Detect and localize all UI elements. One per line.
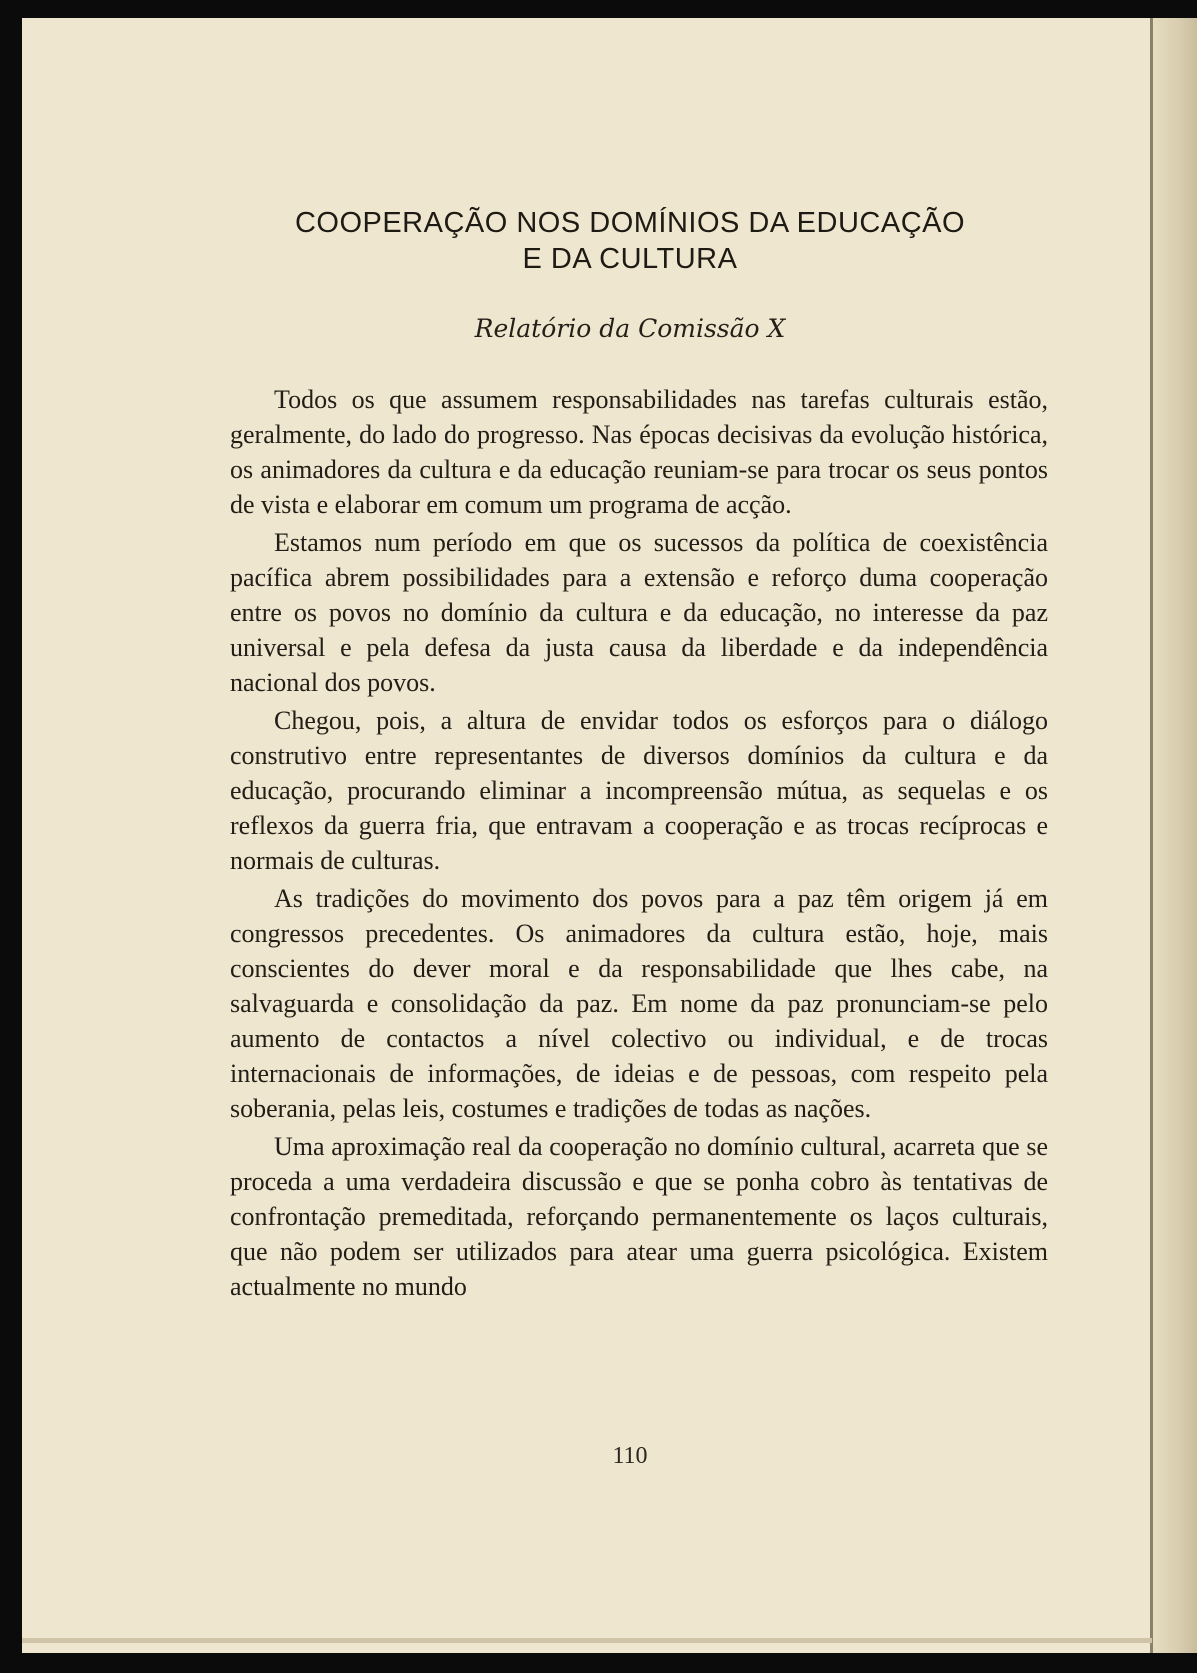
title-line-2: E DA CULTURA	[522, 243, 738, 275]
facing-page-edge	[1152, 18, 1197, 1653]
page-gutter	[1150, 18, 1153, 1653]
paragraph-5: Uma aproximação real da cooperação no domínio cultural, acarreta que se proceda a uma verdadeira discussão e que se ponha cobro às tentativas de confrontação premeditada, reforçando permanentemente os laços culturais, que não podem ser utilizados para atear uma guerra psicológica. Existem actualmente no mundo	[230, 1132, 1048, 1301]
paragraph-2: Estamos num período em que os sucessos da política de coexistência pacífica abrem possibilidades para a extensão e reforço duma cooperação entre os povos no domínio da cultura e da educação, no interesse da paz universal e pela defesa da justa causa da liberdade e da independência nacional dos povos.	[230, 528, 1048, 697]
paragraph-4: As tradições do movimento dos povos para a paz têm origem já em congressos precedentes. Os animadores da cultura estão, hoje, mais conscientes do dever moral e da responsabilidade que lhes cabe, na salvaguarda e consolidação da paz. Em nome da paz pronunciam-se pelo aumento de contactos a nível colectivo ou individual, e de trocas internacionais de informações, de ideias e de pessoas, com respeito pela soberania, pelas leis, costumes e tradições de todas as nações.	[230, 884, 1048, 1123]
document-subtitle: Relatório da Comissão X	[474, 314, 786, 343]
paragraph-3: Chegou, pois, a altura de envidar todos os esforços para o diálogo construtivo entre representantes de diversos domínios da cultura e da educação, procurando eliminar a incompreensão mútua, as sequelas e os reflexos da guerra fria, que entravam a cooperação e as trocas recíprocas e normais de culturas.	[230, 706, 1048, 875]
title-line-1: COOPERAÇÃO NOS DOMÍNIOS DA EDUCAÇÃO	[294, 207, 966, 239]
page-number: 110	[612, 1443, 648, 1469]
body-text	[230, 382, 1048, 1307]
document-title	[230, 205, 1030, 277]
page-bottom-shadow	[22, 1638, 1152, 1643]
paragraph-1: Todos os que assumem responsabilidades nas tarefas culturais estão, geralmente, do lado do progresso. Nas épocas decisivas da evolução histórica, os animadores da cultura e da educação reuniam-se para trocar os seus pontos de vista e elaborar em comum um programa de acção.	[230, 385, 1048, 519]
